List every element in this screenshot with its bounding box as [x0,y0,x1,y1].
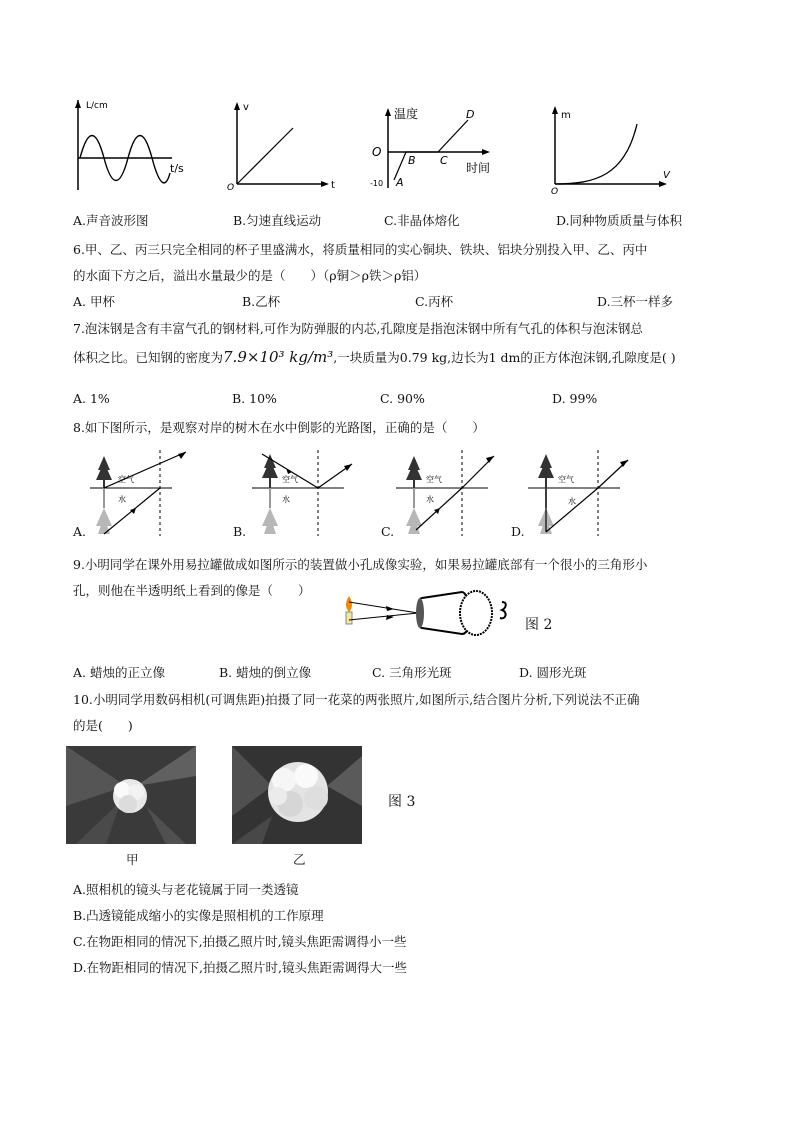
q6-option-a[interactable]: A. 甲杯 [73,294,115,309]
q5-option-c[interactable]: C.非晶体熔化 [384,213,460,228]
q6-line1: 6.甲、乙、丙三只完全相同的杯子里盛满水，将质量相同的实心铜块、铁块、铝块分别投入甲、乙、丙中 [73,242,648,257]
q10-option-d[interactable]: D.在物距相同的情况下,拍摄乙照片时,镜头焦距需调得大一些 [73,960,407,975]
q7-option-b[interactable]: B. 10% [232,391,277,406]
graph4-xlabel: V [663,170,670,181]
q8-option-a[interactable]: A. [73,524,87,539]
q6-option-b[interactable]: B.乙杯 [242,294,281,309]
q9-line2: 孔，则他在半透明纸上看到的像是（ ） [73,583,311,598]
q8-a-air: 空气 [118,475,134,484]
graph3-origin: O [372,145,382,159]
graph1-xlabel: t/s [170,162,184,175]
graph3-ylabel: 温度 [394,107,419,121]
q8-a-water: 水 [118,495,126,504]
graph-melting [368,104,508,196]
q10-option-c[interactable]: C.在物距相同的情况下,拍摄乙照片时,镜头焦距需调得小一些 [73,934,407,949]
q5-option-b[interactable]: B.匀速直线运动 [233,213,322,228]
q8-option-c[interactable]: C. [381,524,395,539]
q6-option-d[interactable]: D.三杯一样多 [597,294,674,309]
q8-diagram-b [252,448,362,538]
q8-c-water: 水 [426,495,434,504]
graph2-xlabel: t [331,180,335,191]
q7-line1: 7.泡沫钢是含有丰富气孔的钢材料,可作为防弹服的内芯,孔隙度是指泡沫钢中所有气孔的体积与泡沫钢总 [73,321,643,336]
q7-option-d[interactable]: D. 99% [552,391,598,406]
figure-2-caption: 图 2 [525,617,553,633]
pinhole-camera-diagram [340,588,520,638]
graph2-ylabel: v [243,102,249,113]
graph3-tick: -10 [370,179,384,188]
q9-option-d[interactable]: D. 圆形光斑 [519,665,587,680]
q9-option-a[interactable]: A. 蜡烛的正立像 [73,665,165,680]
q8-diagram-d [528,448,638,538]
q10-option-a[interactable]: A.照相机的镜头与老花镜属于同一类透镜 [73,882,299,897]
q10-line2: 的是( ) [73,718,133,733]
graph3-xlabel: 时间 [466,161,491,175]
q7-option-c[interactable]: C. 90% [380,391,425,406]
q6-line2: 的水面下方之后，溢出水量最少的是（ ）（ρ铜＞ρ铁＞ρ铝） [73,268,427,283]
photo-left-label: 甲 [126,852,139,867]
q9-line1: 9.小明同学在课外用易拉罐做成如图所示的装置做小孔成像实验，如果易拉罐底部有一个很小的三角形小 [73,557,648,572]
q8-diagram-c [396,448,506,538]
q7-line2-start: 体积之比。已知钢的密度为 [73,350,224,365]
q8-b-air: 空气 [282,475,298,484]
q8-d-air: 空气 [558,475,574,484]
graph3-point-b: B [408,154,416,167]
graph3-point-c: C [440,154,448,167]
q7-line2 [73,348,676,366]
q10-line1: 10.小明同学用数码相机(可调焦距)拍摄了同一花菜的两张照片,如图所示,结合图片分析,下列说法不正确 [73,692,640,707]
q8-option-b[interactable]: B. [233,524,247,539]
q8-option-d[interactable]: D. [511,524,525,539]
q8-c-air: 空气 [426,475,442,484]
q5-option-d[interactable]: D.同种物质质量与体积 [556,213,683,228]
graph1-ylabel: L/cm [86,101,108,111]
photo-right-label: 乙 [293,852,306,867]
q7-density: 7.9×10³ kg/m³ [223,348,334,366]
graph2-origin: O [227,183,235,192]
graph3-point-d: D [466,108,475,121]
graph-mass-volume [545,104,675,196]
graph-sound-wave [70,98,200,196]
q7-option-a[interactable]: A. 1% [73,391,110,406]
graph4-origin: O [551,187,559,196]
q8-diagram-a [90,448,200,538]
q8-d-water: 水 [568,497,576,506]
graph3-point-a: A [396,176,404,189]
cauliflower-photo-right [232,746,362,844]
q7-line2-end: ,一块质量为0.79 kg,边长为1 dm的正方体泡沫钢,孔隙度是( ) [333,350,676,365]
graph-uniform-motion [225,100,345,192]
q9-option-c[interactable]: C. 三角形光斑 [372,665,452,680]
q8-b-water: 水 [282,495,290,504]
graph4-ylabel: m [561,110,571,121]
q10-option-b[interactable]: B.凸透镜能成缩小的实像是照相机的工作原理 [73,908,324,923]
q5-option-a[interactable]: A.声音波形图 [73,213,149,228]
q9-option-b[interactable]: B. 蜡烛的倒立像 [219,665,312,680]
q8-text: 8.如下图所示，是观察对岸的树木在水中倒影的光路图，正确的是（ ） [73,420,485,435]
figure-3-caption: 图 3 [388,794,416,810]
cauliflower-photo-left [66,746,196,844]
q6-option-c[interactable]: C.丙杯 [415,294,454,309]
